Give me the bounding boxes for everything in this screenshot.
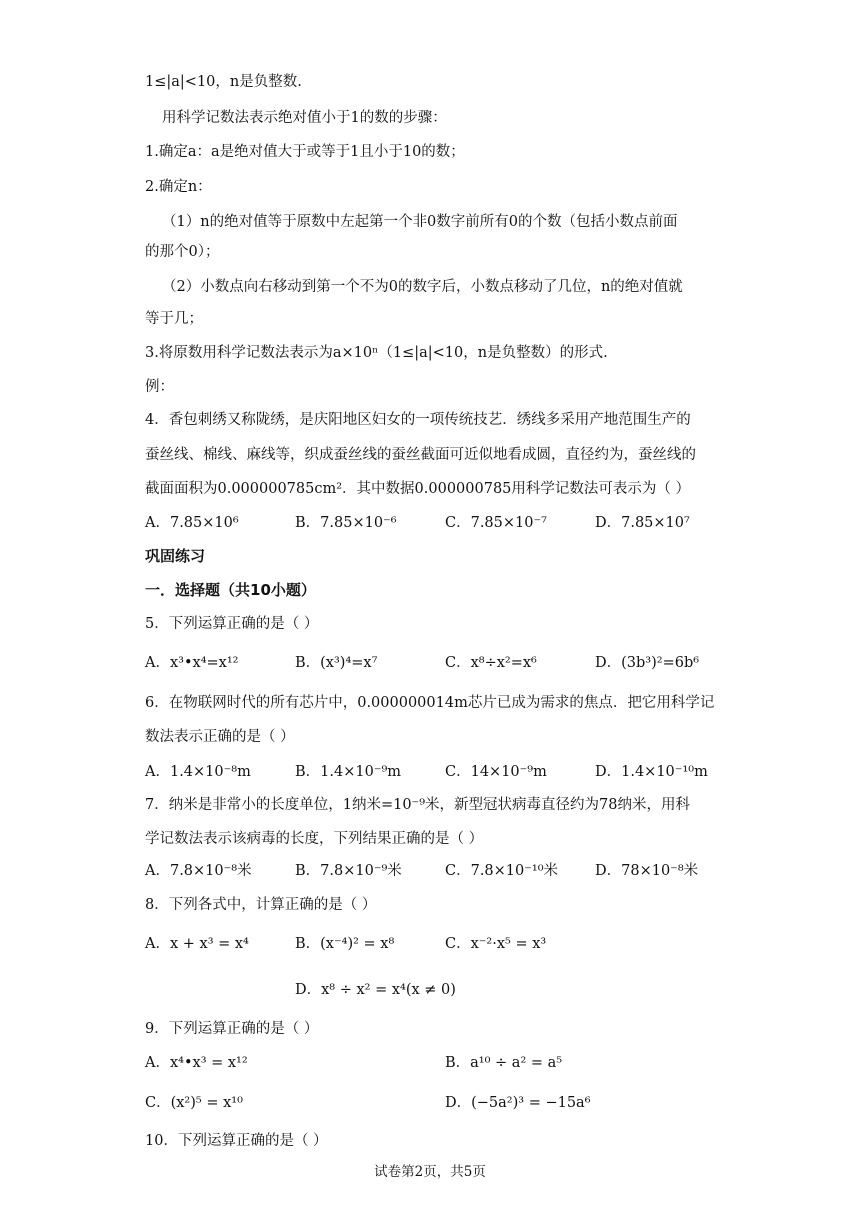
q4-option-a[interactable]: A．7.85×10⁶ bbox=[145, 515, 239, 531]
intro-line-6: 的那个0）； bbox=[145, 244, 220, 260]
q10-stem: 10．下列运算正确的是（ ） bbox=[145, 1133, 328, 1149]
q5-stem: 5．下列运算正确的是（ ） bbox=[145, 616, 319, 632]
intro-line-7: （2）小数点向右移动到第一个不为0的数字后，小数点移动了几位，n的绝对值就 bbox=[162, 279, 683, 295]
q8-stem: 8．下列各式中，计算正确的是（ ） bbox=[145, 897, 377, 913]
q9-option-a[interactable]: A．x⁴•x³ = x¹² bbox=[145, 1055, 248, 1071]
q7-option-c[interactable]: C．7.8×10⁻¹⁰米 bbox=[445, 863, 559, 879]
q4-line-1: 4．香包刺绣又称陇绣，是庆阳地区妇女的一项传统技艺．绣线多采用产地范围生产的 bbox=[145, 412, 691, 428]
intro-line-9: 3.将原数用科学记数法表示为a×10ⁿ（1≤|a|<10，n是负整数）的形式. bbox=[145, 345, 608, 361]
q5-option-c[interactable]: C．x⁸÷x²=x⁶ bbox=[445, 655, 537, 671]
q5-option-d[interactable]: D．(3b³)²=6b⁶ bbox=[595, 655, 700, 671]
q7-line-1: 7．纳米是非常小的长度单位，1纳米=10⁻⁹米，新型冠状病毒直径约为78纳米，用科 bbox=[145, 797, 690, 813]
intro-line-2: 用科学记数法表示绝对值小于1的数的步骤： bbox=[162, 110, 447, 126]
intro-line-1: 1≤|a|<10，n是负整数. bbox=[145, 74, 302, 90]
q7-option-b[interactable]: B．7.8×10⁻⁹米 bbox=[295, 863, 402, 879]
intro-line-10: 例： bbox=[145, 379, 174, 395]
q7-option-d[interactable]: D．78×10⁻⁸米 bbox=[595, 863, 699, 879]
q5-option-b[interactable]: B．(x³)⁴=x⁷ bbox=[295, 655, 378, 671]
q9-option-c[interactable]: C．(x²)⁵ = x¹⁰ bbox=[145, 1095, 243, 1111]
intro-line-8: 等于几； bbox=[145, 311, 203, 327]
q6-option-a[interactable]: A．1.4×10⁻⁸m bbox=[145, 764, 251, 780]
q9-option-b[interactable]: B．a¹⁰ ÷ a² = a⁵ bbox=[445, 1055, 563, 1071]
q9-stem: 9．下列运算正确的是（ ） bbox=[145, 1021, 319, 1037]
q7-line-2: 学记数法表示该病毒的长度，下列结果正确的是（ ） bbox=[145, 831, 484, 847]
q7-option-a[interactable]: A．7.8×10⁻⁸米 bbox=[145, 863, 252, 879]
q8-option-d[interactable]: D．x⁸ ÷ x² = x⁴(x ≠ 0) bbox=[295, 982, 456, 998]
section-subtitle: 一．选择题（共10小题） bbox=[145, 581, 316, 599]
section-title: 巩固练习 bbox=[145, 547, 206, 565]
q8-option-a[interactable]: A．x + x³ = x⁴ bbox=[145, 936, 249, 952]
q5-option-a[interactable]: A．x³•x⁴=x¹² bbox=[145, 655, 239, 671]
q8-option-b[interactable]: B．(x⁻⁴)² = x⁸ bbox=[295, 936, 395, 952]
q4-option-b[interactable]: B．7.85×10⁻⁶ bbox=[295, 515, 397, 531]
q4-option-c[interactable]: C．7.85×10⁻⁷ bbox=[445, 515, 547, 531]
page-footer: 试卷第2页，共5页 bbox=[374, 1164, 486, 1180]
intro-line-5: （1）n的绝对值等于原数中左起第一个非0数字前所有0的个数（包括小数点前面 bbox=[162, 214, 678, 230]
q4-option-d[interactable]: D．7.85×10⁷ bbox=[595, 515, 690, 531]
q9-option-d[interactable]: D．(−5a²)³ = −15a⁶ bbox=[445, 1095, 591, 1111]
q6-line-2: 数法表示正确的是（ ） bbox=[145, 729, 295, 745]
q6-line-1: 6．在物联网时代的所有芯片中，0.000000014m芯片已成为需求的焦点．把它用科学记 bbox=[145, 695, 715, 711]
q4-line-2: 蚕丝线、棉线、麻线等，织成蚕丝线的蚕丝截面可近似地看成圆，直径约为，蚕丝线的 bbox=[145, 447, 696, 463]
q4-line-3: 截面面积为0.000000785cm²．其中数据0.000000785用科学记数法可表示为（ ） bbox=[145, 481, 691, 497]
q8-option-c[interactable]: C．x⁻²·x⁵ = x³ bbox=[445, 936, 547, 952]
intro-line-3: 1.确定a：a是绝对值大于或等于1且小于10的数； bbox=[145, 144, 465, 160]
q6-option-b[interactable]: B．1.4×10⁻⁹m bbox=[295, 764, 402, 780]
q6-option-d[interactable]: D．1.4×10⁻¹⁰m bbox=[595, 764, 708, 780]
intro-line-4: 2.确定n： bbox=[145, 179, 212, 195]
q6-option-c[interactable]: C．14×10⁻⁹m bbox=[445, 764, 547, 780]
